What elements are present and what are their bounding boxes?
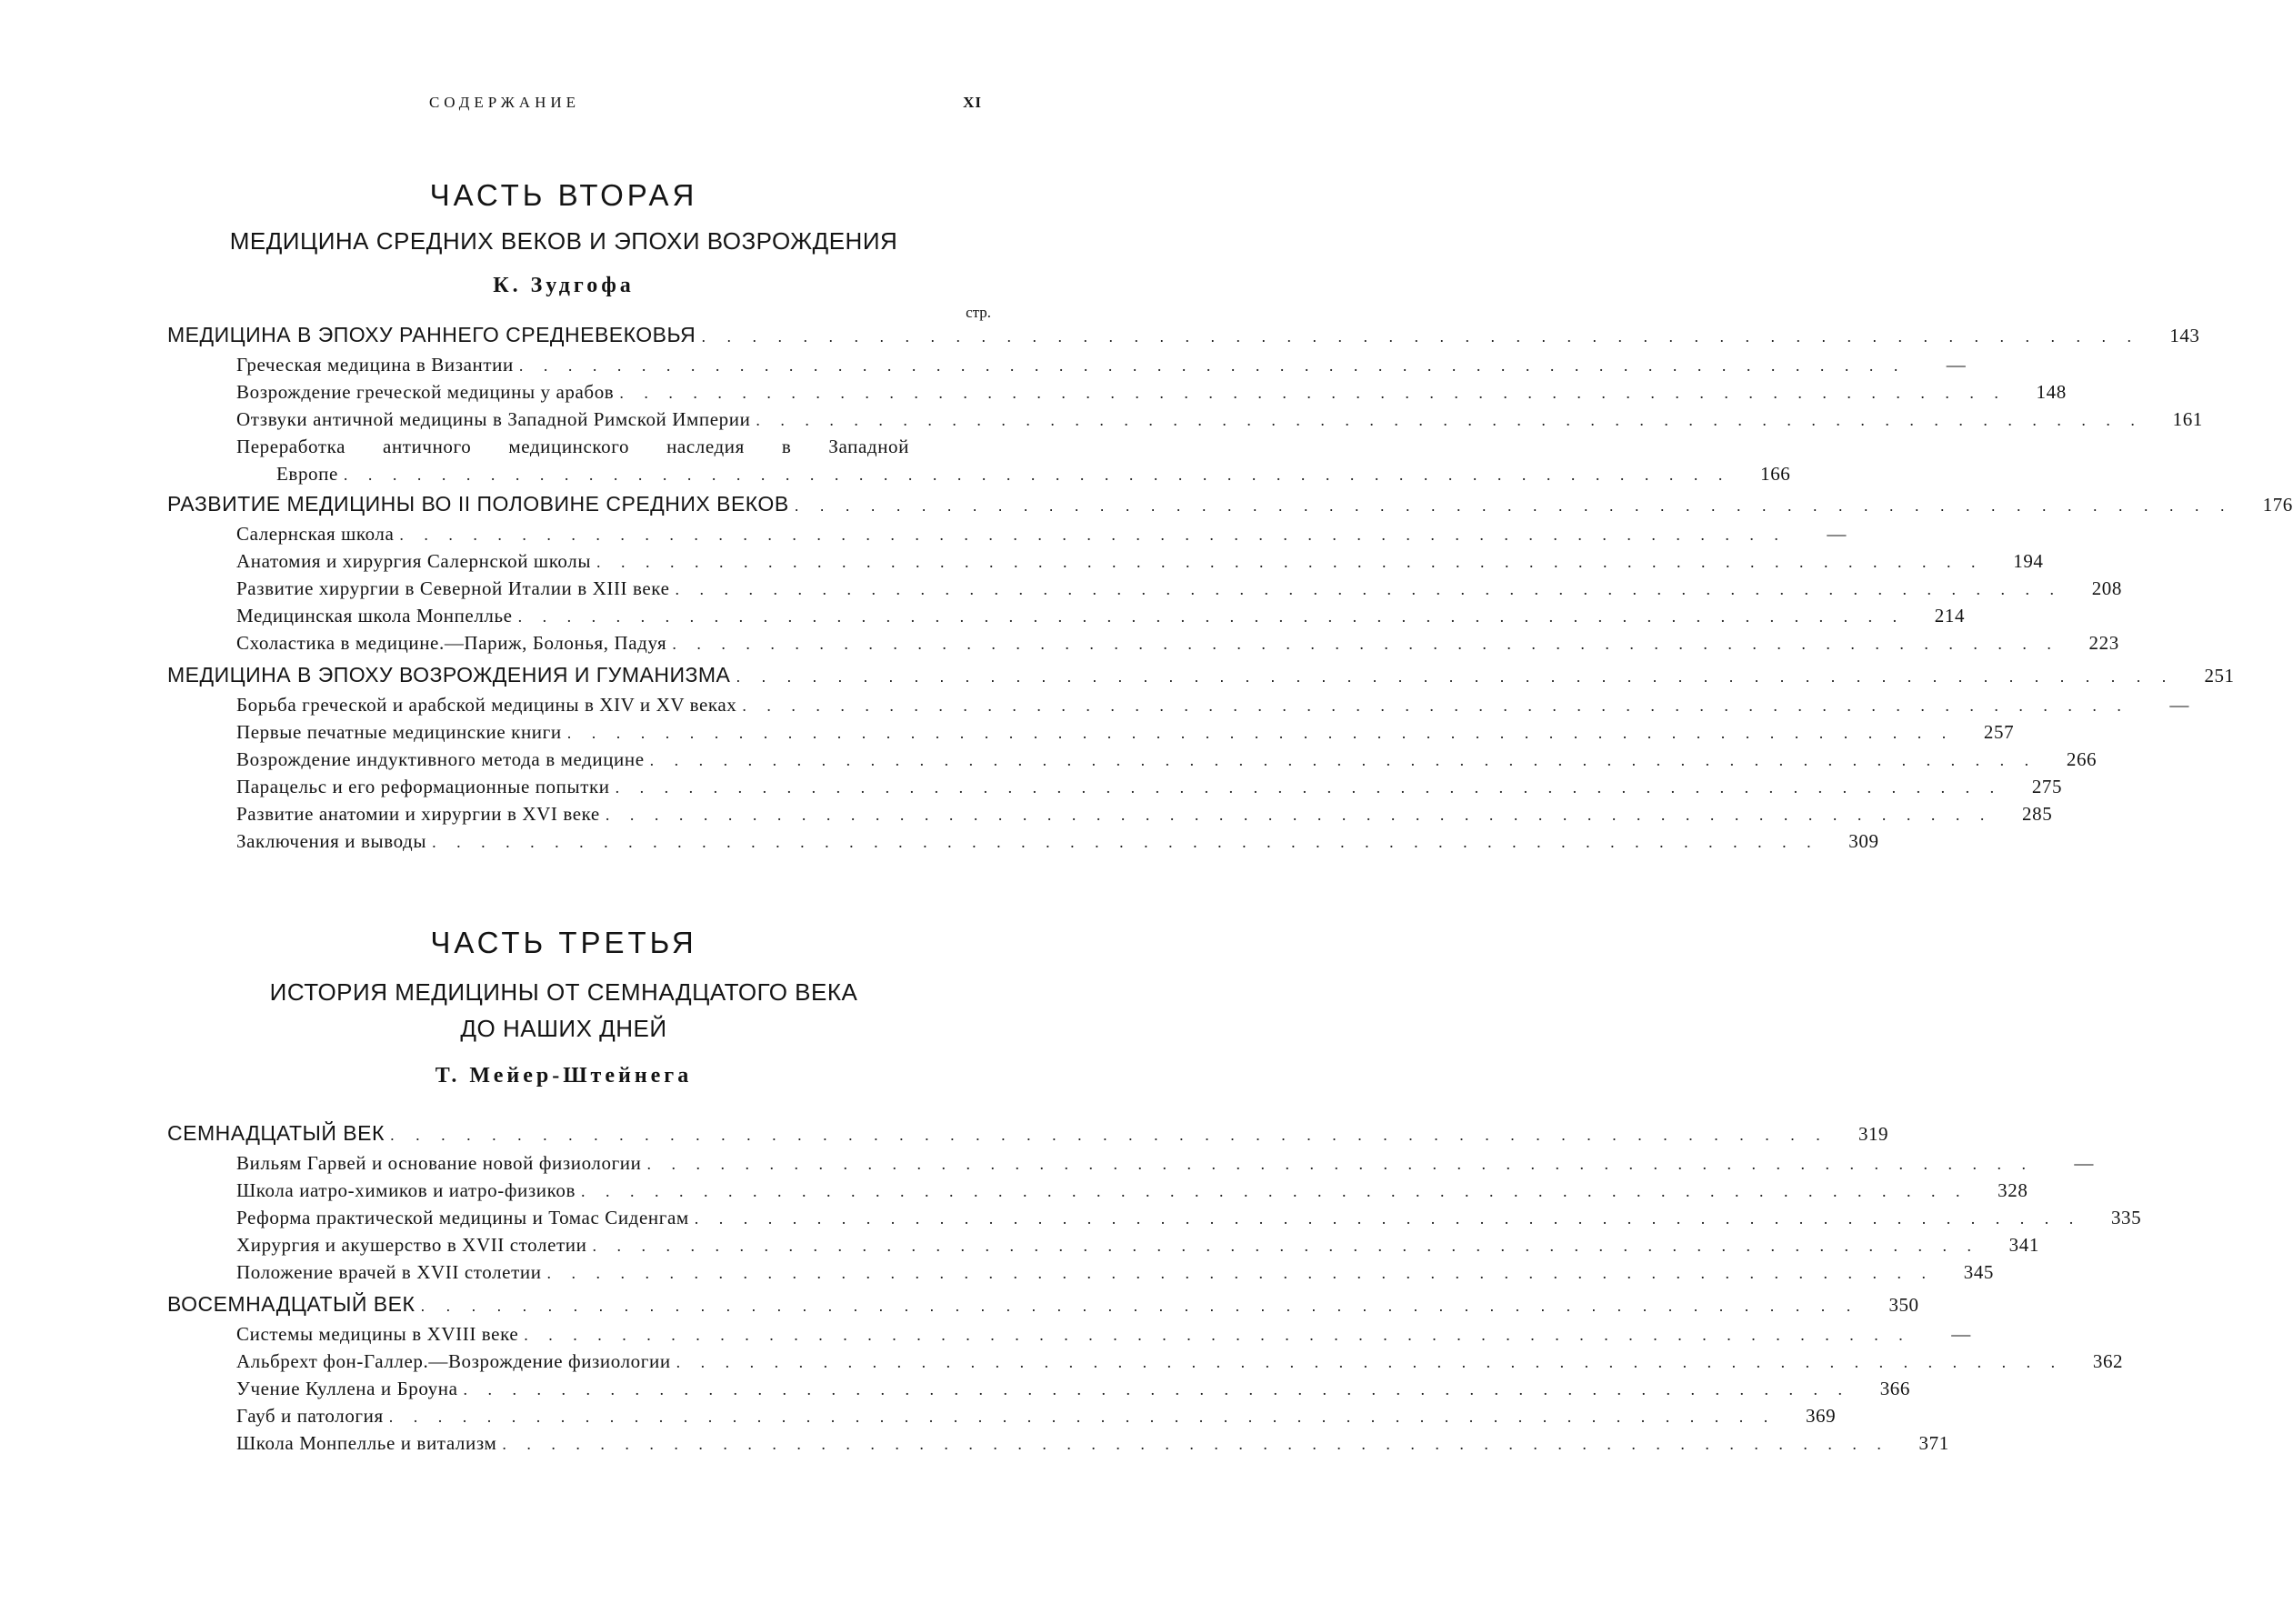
toc-entry-text: Салернская школа (236, 523, 395, 545)
toc-entry (236, 1323, 1971, 1346)
part3-subtitle-line2: ДО НАШИХ ДНЕЙ (460, 1015, 667, 1042)
leader-dots: . . . . . . . . . . . . . . . . . . . . . . . . . . . . . . . . . . . . . . . . . . . . . . . . . . . . . . . . . (592, 1237, 1979, 1255)
leader-dots: . . . . . . . . . . . . . . . . . . . . . . . . . . . . . . . . . . . . . . . . . . . . . . . . . . . . . . . . . (794, 496, 2233, 515)
toc-entry-text: Развитие хирургии в Северной Италии в XIII веке (236, 577, 670, 599)
toc-entry (236, 523, 1847, 546)
toc-entry-text: Развитие анатомии и хирургии в XVI веке (236, 803, 600, 825)
toc-entry-text: Альбрехт фон-Галлер.—Возрождение физиологии (236, 1350, 671, 1372)
leader-dots: . . . . . . . . . . . . . . . . . . . . . . . . . . . . . . . . . . . . . . . . . . . . . . . . . . . . . . . . . (517, 607, 1906, 626)
toc-entry (167, 1121, 1888, 1146)
toc-entry-text-line1: Переработка античного медицинского наследия в Западной (236, 436, 909, 457)
leader-dots: . . . . . . . . . . . . . . . . . . . . . . . . . . . . . . . . . . . . . . . . . . . . . . . . . . . . . . . . . (605, 806, 1993, 824)
toc-entry-text: Анатомия и хирургия Салернской школы (236, 550, 592, 572)
leader-dots: . . . . . . . . . . . . . . . . . . . . . . . . . . . . . . . . . . . . . . . . . . . . . . . . . . . . . . . . . (649, 751, 2038, 769)
toc-entry (236, 381, 2067, 404)
running-head-page-number: XI (963, 94, 982, 111)
leader-dots: . . . . . . . . . . . . . . . . . . . . . . . . . . . . . . . . . . . . . . . . . . . . . . . . . . . . . . . . . (432, 833, 1819, 851)
toc-entry-page: 366 (1879, 1378, 1910, 1399)
toc-entry (167, 1292, 1919, 1317)
toc-entry-text: Гауб и патология (236, 1405, 384, 1427)
part2-title: ЧАСТЬ ВТОРАЯ (429, 178, 698, 212)
leader-dots: . . . . . . . . . . . . . . . . . . . . . . . . . . . . . . . . . . . . . . . . . . . . . . . . . . . . . . . . . (742, 697, 2129, 715)
toc-entry-text: СЕМНАДЦАТЫЙ ВЕК (167, 1121, 385, 1145)
leader-dots: . . . . . . . . . . . . . . . . . . . . . . . . . . . . . . . . . . . . . . . . . . . . . . . . . . . . . . . . . (566, 724, 1955, 742)
toc-entry-text: Положение врачей в XVII столетии (236, 1261, 542, 1283)
toc-entry-text: Возрождение греческой медицины у арабов (236, 381, 615, 403)
toc-entry-text: Возрождение индуктивного метода в медицине (236, 748, 645, 770)
toc-entry-page: 161 (2172, 408, 2203, 430)
toc-entry-page: — (1951, 1323, 1971, 1345)
toc-entry-text: Системы медицины в XVIII веке (236, 1323, 519, 1345)
leader-dots: . . . . . . . . . . . . . . . . . . . . . . . . . . . . . . . . . . . . . . . . . . . . . . . . . . . . . . . . . (524, 1326, 1911, 1344)
toc-entry (236, 803, 2053, 826)
toc-entry (236, 1261, 1995, 1284)
toc-entry (236, 577, 2123, 600)
leader-dots: . . . . . . . . . . . . . . . . . . . . . . . . . . . . . . . . . . . . . . . . . . . . . . . . . . . . . . . . . (694, 1209, 2082, 1228)
toc-entry-page: — (2074, 1152, 2094, 1174)
toc-entry (236, 605, 1966, 627)
leader-dots: . . . . . . . . . . . . . . . . . . . . . . . . . . . . . . . . . . . . . . . . . . . . . . . . . . . . . . . . . (420, 1297, 1859, 1315)
toc-entry-page: 148 (2036, 381, 2067, 403)
toc-entry-page: 266 (2066, 748, 2098, 770)
toc-entry (236, 408, 2203, 431)
toc-entry-text: Европе (276, 463, 338, 485)
toc-entry-page: 350 (1888, 1294, 1919, 1316)
toc-entry-text: МЕДИЦИНА В ЭПОХУ РАННЕГО СРЕДНЕВЕКОВЬЯ (167, 323, 696, 346)
leader-dots: . . . . . . . . . . . . . . . . . . . . . . . . . . . . . . . . . . . . . . . . . . . . . . . . . . . . . . . . . (676, 1353, 2064, 1371)
leader-dots: . . . . . . . . . . . . . . . . . . . . . . . . . . . . . . . . . . . . . . . . . . . . . . . . . . . . . . . . . (756, 411, 2143, 429)
toc-entry-page: 309 (1848, 830, 1879, 852)
part2-subtitle: МЕДИЦИНА СРЕДНИХ ВЕКОВ И ЭПОХИ ВОЗРОЖДЕНИЯ (229, 227, 898, 255)
part3-author: Т. Мейер-Штейнега (435, 1064, 693, 1088)
toc-entry (276, 463, 1791, 486)
toc-entry-page: 369 (1805, 1405, 1837, 1427)
toc-entry-page: — (1946, 354, 1967, 376)
toc-entry (167, 663, 2235, 687)
toc-entry-page: 143 (2169, 325, 2200, 346)
toc-entry-text: Отзвуки античной медицины в Западной Римской Империи (236, 408, 751, 430)
toc-entry-page: 275 (2031, 776, 2063, 797)
toc-entry (236, 830, 1879, 853)
toc-entry (236, 1179, 2028, 1202)
toc-entry (167, 492, 2293, 516)
toc-entry-page: 285 (2022, 803, 2053, 825)
leader-dots: . . . . . . . . . . . . . . . . . . . . . . . . . . . . . . . . . . . . . . . . . . . . . . . . . . . . . . . . . (518, 356, 1907, 375)
toc-entry-page: 208 (2091, 577, 2123, 599)
running-head (164, 94, 982, 115)
toc-entry-text: Вильям Гарвей и основание новой физиологии (236, 1152, 642, 1174)
leader-dots: . . . . . . . . . . . . . . . . . . . . . . . . . . . . . . . . . . . . . . . . . . . . . . . . . . . . . . . . . (388, 1408, 1777, 1426)
leader-dots: . . . . . . . . . . . . . . . . . . . . . . . . . . . . . . . . . . . . . . . . . . . . . . . . . . . . . . . . . (615, 778, 2003, 797)
leader-dots: . . . . . . . . . . . . . . . . . . . . . . . . . . . . . . . . . . . . . . . . . . . . . . . . . . . . . . . . . (701, 327, 2140, 346)
toc-entry-page: 166 (1760, 463, 1791, 485)
toc-entry-page: — (2169, 694, 2189, 716)
toc-entry-text: ВОСЕМНАДЦАТЫЙ ВЕК (167, 1292, 416, 1316)
part3-subtitle-line1: ИСТОРИЯ МЕДИЦИНЫ ОТ СЕМНАДЦАТОГО ВЕКА (269, 978, 858, 1006)
toc-entry-page: 319 (1858, 1123, 1888, 1145)
toc-entry-page: 335 (2110, 1207, 2142, 1228)
toc-entry (167, 323, 2200, 347)
toc-entry (236, 721, 2015, 744)
leader-dots: . . . . . . . . . . . . . . . . . . . . . . . . . . . . . . . . . . . . . . . . . . . . . . . . . . . . . . . . . (343, 466, 1731, 484)
leader-dots: . . . . . . . . . . . . . . . . . . . . . . . . . . . . . . . . . . . . . . . . . . . . . . . . . . . . . . . . . (646, 1155, 2034, 1173)
toc-entry (236, 632, 2119, 655)
toc-entry-page: 214 (1934, 605, 1966, 627)
toc-entry-page: 328 (1998, 1179, 2028, 1201)
toc-entry (236, 354, 1967, 376)
leader-dots: . . . . . . . . . . . . . . . . . . . . . . . . . . . . . . . . . . . . . . . . . . . . . . . . . . . . . . . . . (672, 635, 2059, 653)
toc-entry-page: 257 (1983, 721, 2015, 743)
toc-entry-page: 194 (2013, 550, 2044, 572)
leader-dots: . . . . . . . . . . . . . . . . . . . . . . . . . . . . . . . . . . . . . . . . . . . . . . . . . . . . . . . . . (463, 1380, 1850, 1398)
toc-entry-text: Школа иатро-химиков и иатро-физиков (236, 1179, 576, 1201)
toc-entry-page: — (1827, 523, 1847, 545)
toc-entry (236, 550, 2044, 573)
toc-entry (236, 1405, 1837, 1428)
part2-author: К. Зудгофа (493, 274, 635, 297)
toc-entry-page: 362 (2092, 1350, 2124, 1372)
toc-entry (236, 1350, 2124, 1373)
toc-entry (236, 694, 2189, 717)
leader-dots: . . . . . . . . . . . . . . . . . . . . . . . . . . . . . . . . . . . . . . . . . . . . . . . . . . . . . . . . . (736, 667, 2175, 686)
running-head-title: СОДЕРЖАНИЕ (428, 94, 581, 111)
toc-entry (236, 1378, 1910, 1400)
toc-entry-text: Схоластика в медицине.—Париж, Болонья, Падуя (236, 632, 667, 654)
toc-entry (236, 1234, 2039, 1257)
leader-dots: . . . . . . . . . . . . . . . . . . . . . . . . . . . . . . . . . . . . . . . . . . . . . . . . . . . . . . . . . (389, 1126, 1828, 1144)
toc-entry-text: Первые печатные медицинские книги (236, 721, 562, 743)
toc-entry-text: Заключения и выводы (236, 830, 427, 852)
toc-entry-text: Реформа практической медицины и Томас Сиденгам (236, 1207, 689, 1228)
leader-dots: . . . . . . . . . . . . . . . . . . . . . . . . . . . . . . . . . . . . . . . . . . . . . . . . . . . . . . . . . (619, 384, 2007, 402)
toc-entry-text: Медицинская школа Монпеллье (236, 605, 513, 627)
toc-entry-text: Учение Куллена и Броуна (236, 1378, 458, 1399)
toc-entry (236, 1432, 1949, 1455)
toc-entry-page: 223 (2088, 632, 2119, 654)
toc-entry-text: Парацельс и его реформационные попытки (236, 776, 610, 797)
part3-title: ЧАСТЬ ТРЕТЬЯ (430, 926, 697, 959)
toc-entry-text: РАЗВИТИЕ МЕДИЦИНЫ ВО II ПОЛОВИНЕ СРЕДНИХ ВЕКОВ (167, 492, 789, 516)
toc-entry-page: 251 (2204, 665, 2235, 687)
toc-entry-text: Хирургия и акушерство в XVII столетии (236, 1234, 587, 1256)
toc-entry-page: 176 (2262, 494, 2293, 516)
toc-entry (236, 748, 2098, 771)
toc-entry (236, 776, 2063, 798)
leader-dots: . . . . . . . . . . . . . . . . . . . . . . . . . . . . . . . . . . . . . . . . . . . . . . . . . . . . . . . . . (399, 526, 1787, 544)
leader-dots: . . . . . . . . . . . . . . . . . . . . . . . . . . . . . . . . . . . . . . . . . . . . . . . . . . . . . . . . . (580, 1182, 1968, 1200)
toc-entry-page: 345 (1963, 1261, 1995, 1283)
toc-entry-text: Греческая медицина в Византии (236, 354, 514, 376)
leader-dots: . . . . . . . . . . . . . . . . . . . . . . . . . . . . . . . . . . . . . . . . . . . . . . . . . . . . . . . . . (596, 553, 1984, 571)
toc-entry-text: Школа Монпеллье и витализм (236, 1432, 497, 1454)
toc-entry (236, 1207, 2142, 1229)
leader-dots: . . . . . . . . . . . . . . . . . . . . . . . . . . . . . . . . . . . . . . . . . . . . . . . . . . . . . . . . . (546, 1264, 1935, 1282)
toc-entry-page: 371 (1918, 1432, 1949, 1454)
leader-dots: . . . . . . . . . . . . . . . . . . . . . . . . . . . . . . . . . . . . . . . . . . . . . . . . . . . . . . . . . (502, 1435, 1889, 1453)
toc-entry-text: Борьба греческой и арабской медицины в XIV и XV веках (236, 694, 737, 716)
page-column-label: стр. (966, 304, 991, 321)
toc-entry-page: 341 (2008, 1234, 2039, 1256)
toc-entry (236, 1152, 2094, 1175)
toc-entry-text: МЕДИЦИНА В ЭПОХУ ВОЗРОЖДЕНИЯ И ГУМАНИЗМА (167, 663, 731, 687)
leader-dots: . . . . . . . . . . . . . . . . . . . . . . . . . . . . . . . . . . . . . . . . . . . . . . . . . . . . . . . . . (675, 580, 2063, 598)
